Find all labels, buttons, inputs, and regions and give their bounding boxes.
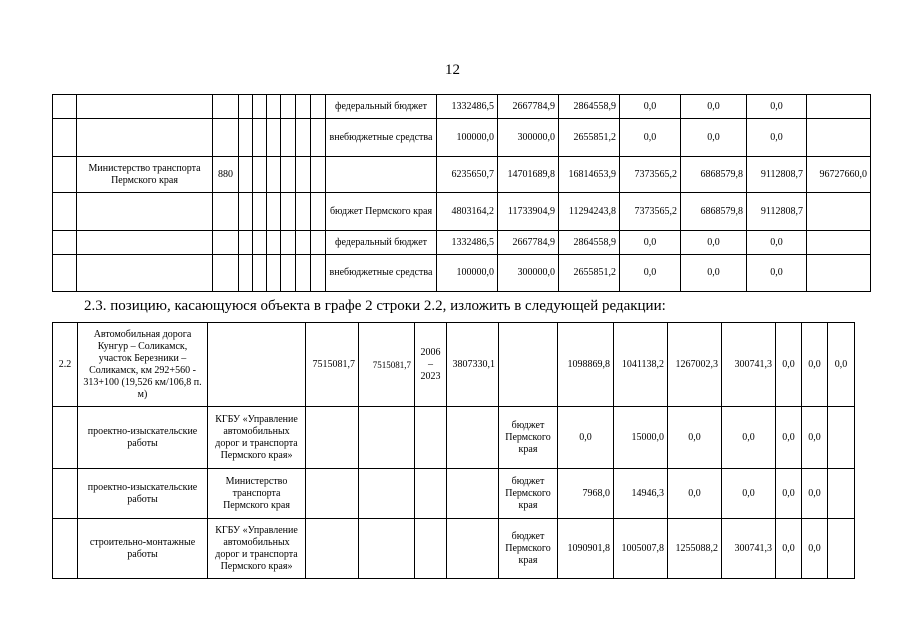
table-row bbox=[53, 157, 871, 193]
empty-cell bbox=[296, 255, 311, 292]
table-cell: 0,0 bbox=[747, 255, 807, 292]
table-cell: 300741,3 bbox=[722, 323, 776, 407]
table-cell: 2667784,9 bbox=[498, 95, 559, 119]
table-cell: 15000,0 bbox=[614, 407, 668, 469]
table-cell: 0,0 bbox=[747, 95, 807, 119]
empty-cell bbox=[239, 193, 253, 231]
empty-cell bbox=[267, 255, 281, 292]
instruction-text: 2.3. позицию, касающуюся объекта в графе 2 строки 2.2, изложить в следующей редакции: bbox=[84, 298, 666, 314]
table-cell: 2655851,2 bbox=[559, 255, 620, 292]
work-type: проектно-изыскательские работы bbox=[78, 407, 208, 469]
empty-cell bbox=[239, 95, 253, 119]
table-cell: 100000,0 bbox=[437, 119, 498, 157]
table-cell: 2667784,9 bbox=[498, 231, 559, 255]
empty-cell bbox=[253, 231, 267, 255]
table-row bbox=[53, 193, 871, 231]
source-cell: бюджет Пермского края bbox=[326, 193, 437, 231]
empty-cell bbox=[415, 469, 447, 519]
table-cell: 16814653,9 bbox=[559, 157, 620, 193]
table-cell: 1005007,8 bbox=[614, 519, 668, 579]
org-cell: Министерство транспорта Пермского края bbox=[77, 157, 213, 193]
empty-cell bbox=[807, 119, 871, 157]
table-cell: 7968,0 bbox=[558, 469, 614, 519]
empty-cell bbox=[77, 119, 213, 157]
table-cell: 6235650,7 bbox=[437, 157, 498, 193]
table-cell: 0,0 bbox=[668, 469, 722, 519]
table-cell: 0,0 bbox=[620, 119, 681, 157]
empty-cell bbox=[77, 95, 213, 119]
empty-cell bbox=[306, 469, 359, 519]
top-budget-table bbox=[52, 94, 871, 292]
table-row bbox=[53, 469, 855, 519]
empty-cell bbox=[311, 119, 326, 157]
table-cell: 9112808,7 bbox=[747, 193, 807, 231]
empty-cell bbox=[499, 323, 558, 407]
empty-cell bbox=[253, 119, 267, 157]
empty-cell bbox=[77, 231, 213, 255]
empty-cell bbox=[359, 519, 415, 579]
table-cell: 0,0 bbox=[747, 231, 807, 255]
row-number: 2.2 bbox=[53, 323, 78, 407]
table-cell: 100000,0 bbox=[437, 255, 498, 292]
empty-cell bbox=[807, 231, 871, 255]
empty-cell bbox=[447, 407, 499, 469]
empty-cell bbox=[281, 95, 296, 119]
object-table bbox=[52, 322, 855, 579]
empty-cell bbox=[267, 119, 281, 157]
empty-cell bbox=[281, 255, 296, 292]
table-cell: 96727660,0 bbox=[807, 157, 871, 193]
table-row bbox=[53, 519, 855, 579]
table-cell: 300000,0 bbox=[498, 119, 559, 157]
table-cell: 9112808,7 bbox=[747, 157, 807, 193]
source-cell: внебюджетные средства bbox=[326, 119, 437, 157]
table-cell: 7515081,7 bbox=[306, 323, 359, 407]
table-cell: 0,0 bbox=[802, 323, 828, 407]
empty-cell bbox=[267, 193, 281, 231]
table-cell: 2864558,9 bbox=[559, 95, 620, 119]
empty-cell bbox=[253, 157, 267, 193]
empty-cell bbox=[326, 157, 437, 193]
empty-cell bbox=[306, 407, 359, 469]
table-cell: 0,0 bbox=[802, 519, 828, 579]
table-cell: 0,0 bbox=[681, 119, 747, 157]
empty-cell bbox=[239, 157, 253, 193]
table-cell: 0,0 bbox=[776, 407, 802, 469]
empty-cell bbox=[267, 95, 281, 119]
table-cell: 2864558,9 bbox=[559, 231, 620, 255]
empty-cell bbox=[213, 193, 239, 231]
table-row bbox=[53, 95, 871, 119]
work-type: проектно-изыскательские работы bbox=[78, 469, 208, 519]
table-cell: 6868579,8 bbox=[681, 157, 747, 193]
empty-cell bbox=[53, 407, 78, 469]
empty-cell bbox=[296, 95, 311, 119]
empty-cell bbox=[267, 157, 281, 193]
table-cell: 0,0 bbox=[747, 119, 807, 157]
table-cell: 300741,3 bbox=[722, 519, 776, 579]
table-cell: 3807330,1 bbox=[447, 323, 499, 407]
source-cell: бюджет Пермского края bbox=[499, 519, 558, 579]
empty-cell bbox=[239, 255, 253, 292]
empty-cell bbox=[359, 407, 415, 469]
executor: КГБУ «Управление автомобильных дорог и транспорта Пермского края» bbox=[208, 407, 306, 469]
table-cell: 0,0 bbox=[620, 95, 681, 119]
table-cell: 1332486,5 bbox=[437, 231, 498, 255]
empty-cell bbox=[311, 157, 326, 193]
empty-cell bbox=[53, 119, 77, 157]
empty-cell bbox=[281, 157, 296, 193]
table-row bbox=[53, 407, 855, 469]
source-cell: внебюджетные средства bbox=[326, 255, 437, 292]
empty-cell bbox=[213, 119, 239, 157]
table-cell: 0,0 bbox=[668, 407, 722, 469]
empty-cell bbox=[253, 95, 267, 119]
table-row bbox=[53, 323, 855, 407]
empty-cell bbox=[77, 255, 213, 292]
table-cell: 0,0 bbox=[722, 469, 776, 519]
table-cell: 1332486,5 bbox=[437, 95, 498, 119]
table-cell: 2655851,2 bbox=[559, 119, 620, 157]
table-cell: 0,0 bbox=[681, 231, 747, 255]
period-cell: 2006 – 2023 bbox=[415, 323, 447, 407]
table-cell: 0,0 bbox=[620, 231, 681, 255]
table-cell: 14701689,8 bbox=[498, 157, 559, 193]
source-cell: бюджет Пермского края bbox=[499, 407, 558, 469]
table-cell: 0,0 bbox=[828, 323, 855, 407]
empty-cell bbox=[296, 193, 311, 231]
empty-cell bbox=[53, 469, 78, 519]
table-cell: 0,0 bbox=[776, 469, 802, 519]
table-cell: 1267002,3 bbox=[668, 323, 722, 407]
empty-cell bbox=[213, 255, 239, 292]
table-cell: 0,0 bbox=[776, 323, 802, 407]
empty-cell bbox=[415, 519, 447, 579]
empty-cell bbox=[447, 469, 499, 519]
table-row bbox=[53, 119, 871, 157]
empty-cell bbox=[53, 157, 77, 193]
empty-cell bbox=[267, 231, 281, 255]
table-cell: 0,0 bbox=[802, 407, 828, 469]
empty-cell bbox=[281, 193, 296, 231]
object-name: Автомобильная дорога Кунгур – Соликамск, участок Березники – Соликамск, км 292+560 - 313+100 (19,526 км/106,8 п. м) bbox=[78, 323, 208, 407]
empty-cell bbox=[208, 323, 306, 407]
table-cell: 0,0 bbox=[802, 469, 828, 519]
empty-cell bbox=[53, 519, 78, 579]
empty-cell bbox=[53, 95, 77, 119]
empty-cell bbox=[281, 231, 296, 255]
empty-cell bbox=[807, 95, 871, 119]
table-cell: 11733904,9 bbox=[498, 193, 559, 231]
empty-cell bbox=[359, 469, 415, 519]
empty-cell bbox=[415, 407, 447, 469]
empty-cell bbox=[311, 193, 326, 231]
empty-cell bbox=[828, 407, 855, 469]
empty-cell bbox=[807, 193, 871, 231]
work-type: строительно-монтажные работы bbox=[78, 519, 208, 579]
source-cell: бюджет Пермского края bbox=[499, 469, 558, 519]
empty-cell bbox=[447, 519, 499, 579]
table-row bbox=[53, 255, 871, 292]
empty-cell bbox=[53, 255, 77, 292]
empty-cell bbox=[296, 119, 311, 157]
table-cell: 7373565,2 bbox=[620, 157, 681, 193]
empty-cell bbox=[239, 231, 253, 255]
source-cell: федеральный бюджет bbox=[326, 95, 437, 119]
empty-cell bbox=[311, 95, 326, 119]
executor: Министерство транспорта Пермского края bbox=[208, 469, 306, 519]
table-cell: 1090901,8 bbox=[558, 519, 614, 579]
page-number: 12 bbox=[445, 62, 460, 78]
table-row bbox=[53, 231, 871, 255]
table-cell: 0,0 bbox=[681, 255, 747, 292]
empty-cell bbox=[253, 193, 267, 231]
empty-cell bbox=[77, 193, 213, 231]
table-cell: 14946,3 bbox=[614, 469, 668, 519]
empty-cell bbox=[311, 255, 326, 292]
table-cell: 0,0 bbox=[558, 407, 614, 469]
empty-cell bbox=[213, 231, 239, 255]
empty-cell bbox=[311, 231, 326, 255]
empty-cell bbox=[828, 469, 855, 519]
empty-cell bbox=[296, 157, 311, 193]
empty-cell bbox=[253, 255, 267, 292]
empty-cell bbox=[53, 193, 77, 231]
source-cell: федеральный бюджет bbox=[326, 231, 437, 255]
empty-cell bbox=[306, 519, 359, 579]
empty-cell bbox=[239, 119, 253, 157]
table-cell: 0,0 bbox=[776, 519, 802, 579]
empty-cell bbox=[281, 119, 296, 157]
empty-cell bbox=[807, 255, 871, 292]
table-cell: 0,0 bbox=[722, 407, 776, 469]
executor: КГБУ «Управление автомобильных дорог и транспорта Пермского края» bbox=[208, 519, 306, 579]
table-cell: 880 bbox=[213, 157, 239, 193]
table-cell: 6868579,8 bbox=[681, 193, 747, 231]
table-cell: 7373565,2 bbox=[620, 193, 681, 231]
table-cell: 300000,0 bbox=[498, 255, 559, 292]
table-cell: 1255088,2 bbox=[668, 519, 722, 579]
table-cell: 0,0 bbox=[681, 95, 747, 119]
empty-cell bbox=[213, 95, 239, 119]
table-cell: 0,0 bbox=[620, 255, 681, 292]
table-cell: 4803164,2 bbox=[437, 193, 498, 231]
empty-cell bbox=[53, 231, 77, 255]
empty-cell bbox=[828, 519, 855, 579]
table-cell: 7515081,7 bbox=[359, 323, 415, 407]
table-cell: 1098869,8 bbox=[558, 323, 614, 407]
table-cell: 11294243,8 bbox=[559, 193, 620, 231]
empty-cell bbox=[296, 231, 311, 255]
table-cell: 1041138,2 bbox=[614, 323, 668, 407]
